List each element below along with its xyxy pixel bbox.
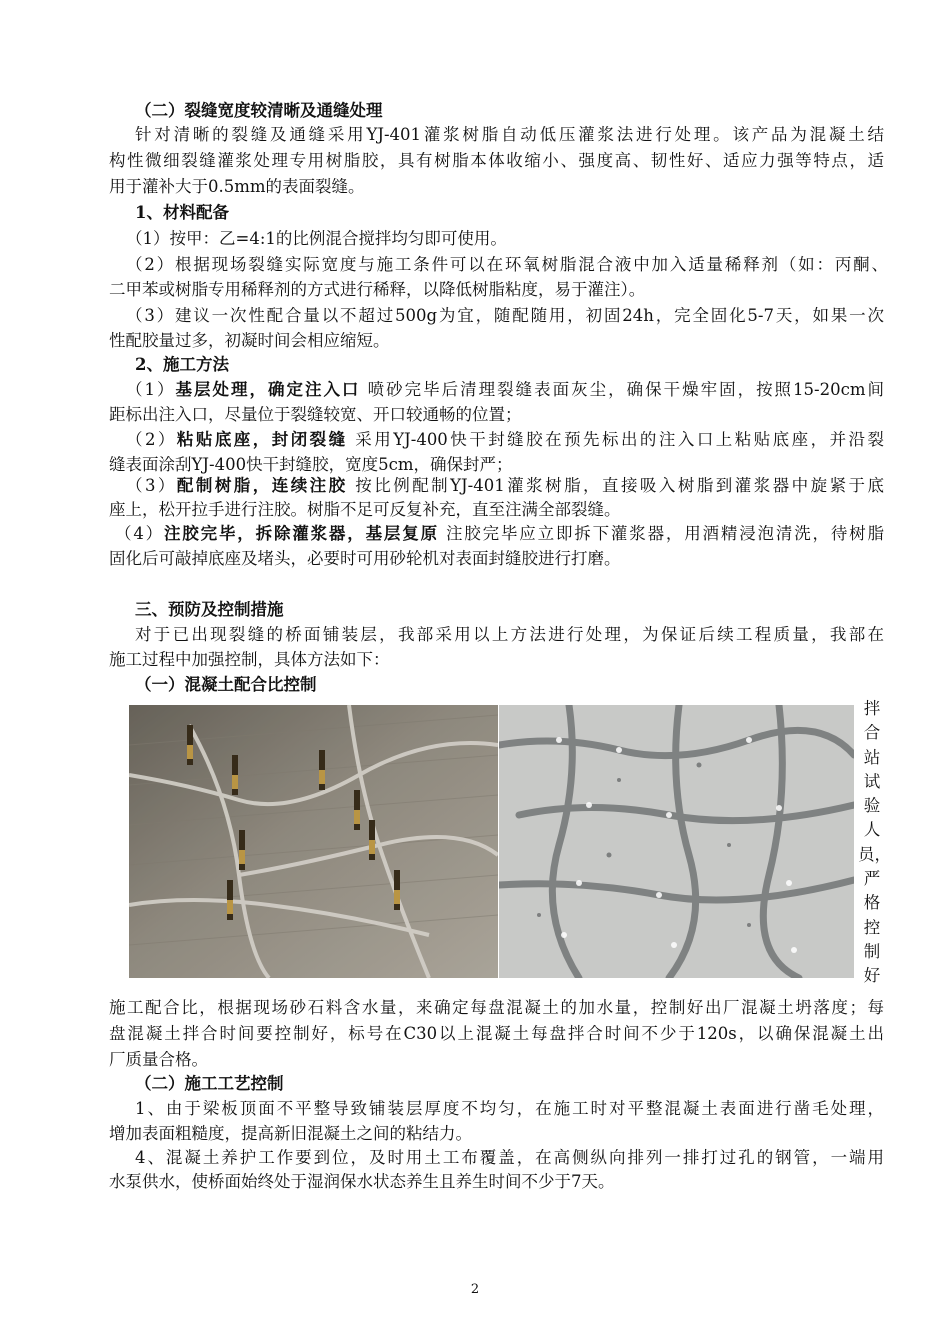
paragraph-line: 厂质量合格。 bbox=[109, 1050, 208, 1069]
paragraph-line: 增加表面粗糙度，提高新旧混凝土之间的粘结力。 bbox=[109, 1124, 472, 1143]
paragraph-line: 水泵供水，使桥面始终处于湿润保水状态养生且养生时间不少于7天。 bbox=[109, 1172, 615, 1191]
page-number: 2 bbox=[470, 1282, 480, 1297]
materials-item-3-cont: 性配胶量过多，初凝时间会相应缩短。 bbox=[109, 331, 390, 350]
vertical-char: 人 bbox=[863, 820, 881, 840]
subheading-process-control: （二）施工工艺控制 bbox=[135, 1074, 284, 1093]
paragraph-line: 4、混凝土养护工作要到位，及时用土工布覆盖，在高侧纵向排列一排打过孔的钢管，一端用 bbox=[135, 1148, 884, 1167]
paragraph-line: 施工配合比，根据现场砂石料含水量，来确定每盘混凝土的加水量，控制好出厂混凝土坍落度；每 bbox=[109, 998, 884, 1017]
paragraph-line: 施工过程中加强控制，具体方法如下： bbox=[109, 650, 390, 669]
photo-sealed-cracks bbox=[499, 705, 854, 978]
vertical-char: 好 bbox=[863, 966, 881, 986]
paragraph-line: 对于已出现裂缝的桥面铺装层，我部采用以上方法进行处理，为保证后续工程质量，我部在 bbox=[135, 625, 884, 644]
step-number: （4） bbox=[115, 524, 164, 543]
step-text: 采用YJ-400快干封缝胶在预先标出的注入口上粘贴底座，并沿裂 bbox=[347, 430, 885, 449]
paragraph-line: 1、由于梁板顶面不平整导致铺装层厚度不均匀，在施工时对平整混凝土表面进行凿毛处理， bbox=[135, 1099, 884, 1118]
step-title: 基层处理，确定注入口 bbox=[175, 380, 361, 399]
step-number: （3） bbox=[126, 476, 177, 495]
paragraph-line: 用于灌补大于0.5mm的表面裂缝。 bbox=[109, 177, 365, 196]
step-text: 按比例配制YJ-401灌浆树脂，直接吸入树脂到灌浆器中旋紧于底 bbox=[347, 476, 885, 495]
vertical-char: 制 bbox=[863, 941, 881, 961]
vertical-text-column bbox=[858, 697, 891, 989]
method-step-3-cont: 座上，松开拉手进行注胶。树脂不足可反复补充，直至注满全部裂缝。 bbox=[109, 500, 621, 519]
vertical-char: 验 bbox=[863, 796, 881, 816]
subheading-method: 2、施工方法 bbox=[135, 355, 229, 374]
method-step-4 bbox=[115, 522, 884, 546]
step-number: （1） bbox=[126, 380, 176, 399]
materials-item-3: （3）建议一次性配合量以不超过500g为宜，随配随用，初固24h，完全固化5-7天，如果一次 bbox=[126, 306, 884, 325]
vertical-char: 格 bbox=[863, 893, 881, 913]
method-step-3 bbox=[126, 474, 884, 498]
subheading-mix-control: （一）混凝土配合比控制 bbox=[135, 675, 317, 694]
subheading-materials: 1、材料配备 bbox=[135, 203, 229, 222]
vertical-char: 控 bbox=[863, 917, 881, 937]
step-number: （2） bbox=[126, 430, 177, 449]
step-text: 注胶完毕应立即拆下灌浆器，用酒精浸泡清洗，待树脂 bbox=[438, 524, 885, 543]
materials-item-2: （2）根据现场裂缝实际宽度与施工条件可以在环氧树脂混合液中加入适量稀释剂（如：丙酮、 bbox=[126, 255, 888, 274]
section-heading-prevention: 三、预防及控制措施 bbox=[135, 600, 284, 619]
paragraph-line: 盘混凝土拌合时间要控制好，标号在C30以上混凝土每盘拌合时间不少于120s，以确保混凝土出 bbox=[109, 1024, 884, 1043]
vertical-char: 严 bbox=[863, 869, 881, 889]
vertical-char: 合 bbox=[863, 723, 881, 743]
step-title: 注胶完毕，拆除灌浆器，基层复原 bbox=[163, 524, 439, 543]
vertical-char: 员， bbox=[858, 844, 891, 864]
photo-injection-devices bbox=[129, 705, 498, 978]
paragraph-line: 针对清晰的裂缝及通缝采用YJ-401灌浆树脂自动低压灌浆法进行处理。该产品为混凝土结 bbox=[135, 125, 884, 144]
method-step-2 bbox=[126, 428, 884, 452]
vertical-char: 拌 bbox=[863, 699, 881, 718]
materials-item-1: （1）按甲：乙=4:1的比例混合搅拌均匀即可使用。 bbox=[126, 229, 507, 248]
vertical-char: 试 bbox=[863, 771, 881, 791]
step-title: 粘贴底座，封闭裂缝 bbox=[176, 430, 348, 449]
method-step-4-cont: 固化后可敲掉底座及堵头，必要时可用砂轮机对表面封缝胶进行打磨。 bbox=[109, 549, 621, 568]
method-step-2-cont: 缝表面涂刮YJ-400快干封缝胶，宽度5cm，确保封严； bbox=[109, 455, 513, 474]
step-text: 喷砂完毕后清理裂缝表面灰尘，确保干燥牢固，按照15-20cm间 bbox=[360, 380, 885, 399]
materials-item-2-cont: 二甲苯或树脂专用稀释剂的方式进行稀释，以降低树脂粘度，易于灌注）。 bbox=[109, 280, 646, 299]
method-step-1 bbox=[126, 378, 884, 402]
method-step-1-cont: 距标出注入口，尽量位于裂缝较宽、开口较通畅的位置； bbox=[109, 405, 522, 424]
step-title: 配制树脂，连续注胶 bbox=[176, 476, 348, 495]
paragraph-line: 构性微细裂缝灌浆处理专用树脂胶，具有树脂本体收缩小、强度高、韧性好、适应力强等特点，适 bbox=[109, 151, 884, 170]
vertical-char: 站 bbox=[863, 747, 881, 767]
section-heading-crack-treatment: （二）裂缝宽度较清晰及通缝处理 bbox=[135, 101, 383, 120]
